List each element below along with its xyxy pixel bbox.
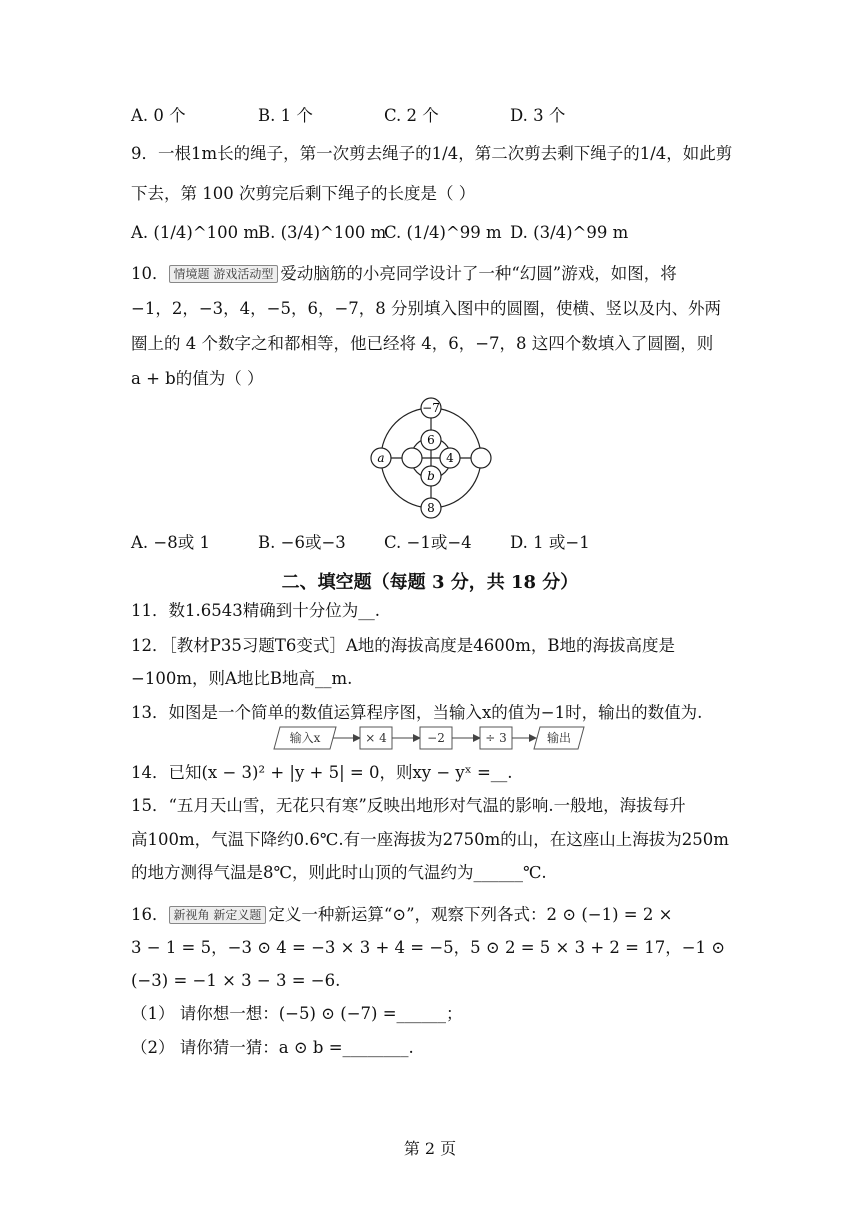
flow-divide-box — [480, 727, 512, 749]
svg-text:−2: −2 — [427, 731, 445, 745]
svg-text:−7: −7 — [422, 401, 440, 415]
q16-text: 定义一种新运算“⊙”，观察下列各式：2 ⊙ (−1) = 2 × — [268, 905, 673, 924]
q8-option-b: B. 1 个 — [258, 106, 313, 125]
q10-category-tag: 情境题 游戏活动型 — [169, 265, 279, 283]
q9-option-b: B. (3/4)^100 m — [258, 223, 387, 242]
svg-text:6: 6 — [427, 433, 435, 447]
flow-subtract-box — [420, 727, 452, 749]
q15-stem-line1: 15．“五月天山雪，无花只有寒”反映出地形对气温的影响.一般地，海拔每升 — [131, 796, 686, 815]
svg-text:8: 8 — [427, 501, 435, 515]
q16-stem-line2: 3 − 1 = 5，−3 ⊙ 4 = −3 × 3 + 4 = −5，5 ⊙ 2 = 5 × 3 + 2 = 17，−1 ⊙ — [131, 938, 726, 957]
svg-text:÷ 3: ÷ 3 — [485, 731, 507, 745]
circle-right — [440, 448, 460, 468]
q10-stem-line3: 圈上的 4 个数字之和都相等，他已经将 4，6，−7，8 这四个数填入了圆圈，则 — [131, 334, 714, 353]
circle-left — [371, 448, 391, 468]
svg-text:输入x: 输入x — [289, 731, 321, 745]
q12-stem-line2: −100m，则A地比B地高__m. — [131, 669, 353, 688]
circle-inner-left — [402, 448, 422, 468]
q16-number: 16． — [131, 905, 169, 924]
circle-upper — [421, 430, 441, 450]
q13-stem-line1: 13．如图是一个简单的数值运算程序图，当输入x的值为−1时，输出的数值为. — [131, 703, 703, 722]
q10-option-b: B. −6或−3 — [258, 533, 346, 552]
circle-top — [421, 398, 441, 418]
q9-stem-line2: 下去，第 100 次剪完后剩下绳子的长度是（ ） — [131, 184, 476, 203]
q8-option-d: D. 3 个 — [510, 106, 566, 125]
section-title: 二、填空题（每题 3 分，共 18 分） — [281, 572, 579, 593]
q11-stem: 11．数1.6543精确到十分位为__. — [131, 601, 380, 620]
q10-number: 10． — [131, 264, 169, 283]
circle-outer-right — [471, 448, 491, 468]
q15-stem-line2: 高100m，气温下降约0.6℃.有一座海拔为2750m的山，在这座山上海拔为250m — [131, 830, 729, 849]
q15-stem-line3: 的地方测得气温是8℃，则此时山顶的气温约为______℃. — [131, 863, 547, 882]
q9-option-a: A. (1/4)^100 m — [131, 223, 260, 242]
page-number: 第 2 页 — [403, 1139, 457, 1158]
q13-flowchart — [272, 724, 588, 752]
q8-option-a: A. 0 个 — [131, 106, 186, 125]
q10-stem-line2: −1，2，−3，4，−5，6，−7，8 分别填入图中的圆圈，使横、竖以及内、外两 — [131, 299, 722, 318]
svg-text:× 4: × 4 — [365, 731, 387, 745]
q14-stem: 14．已知(x − 3)² + |y + 5| = 0，则xy − yˣ =__. — [131, 763, 513, 782]
q9-stem-line1: 9．一根1m长的绳子，第一次剪去绳子的1/4，第二次剪去剩下绳子的1/4，如此剪 — [131, 144, 733, 163]
flow-multiply-box — [360, 727, 392, 749]
circle-bottom — [421, 498, 441, 518]
flow-output-box — [534, 727, 584, 749]
svg-text:4: 4 — [446, 451, 454, 465]
q10-option-d: D. 1 或−1 — [510, 533, 590, 552]
svg-text:输出: 输出 — [546, 731, 572, 745]
magic-circle-figure — [366, 396, 496, 520]
q9-option-d: D. (3/4)^99 m — [510, 223, 629, 242]
q10-stem-line4: a + b的值为（ ） — [131, 369, 264, 388]
q16-category-tag: 新视角 新定义题 — [169, 906, 267, 924]
q10-text: 爱动脑筋的小亮同学设计了一种“幻圆”游戏，如图，将 — [280, 264, 677, 283]
q16-stem-line3: (−3) = −1 × 3 − 3 = −6. — [131, 971, 341, 990]
q16-subquestion-1: （1） 请你想一想：(−5) ⊙ (−7) =______； — [131, 1004, 463, 1023]
q10-stem-line1 — [131, 263, 677, 285]
q16-subquestion-2: （2） 请你猜一猜：a ⊙ b =________. — [131, 1038, 414, 1057]
svg-text:b: b — [427, 469, 435, 483]
flow-input-box — [274, 727, 336, 749]
q10-option-c: C. −1或−4 — [384, 533, 472, 552]
q10-option-a: A. −8或 1 — [131, 533, 210, 552]
q12-stem-line1: 12．［教材P35习题T6变式］A地的海拔高度是4600m，B地的海拔高度是 — [131, 636, 676, 655]
svg-text:a: a — [377, 451, 385, 465]
q9-option-c: C. (1/4)^99 m — [384, 223, 502, 242]
q8-option-c: C. 2 个 — [384, 106, 439, 125]
circle-lower — [421, 466, 441, 486]
q16-stem-line1 — [131, 904, 672, 926]
